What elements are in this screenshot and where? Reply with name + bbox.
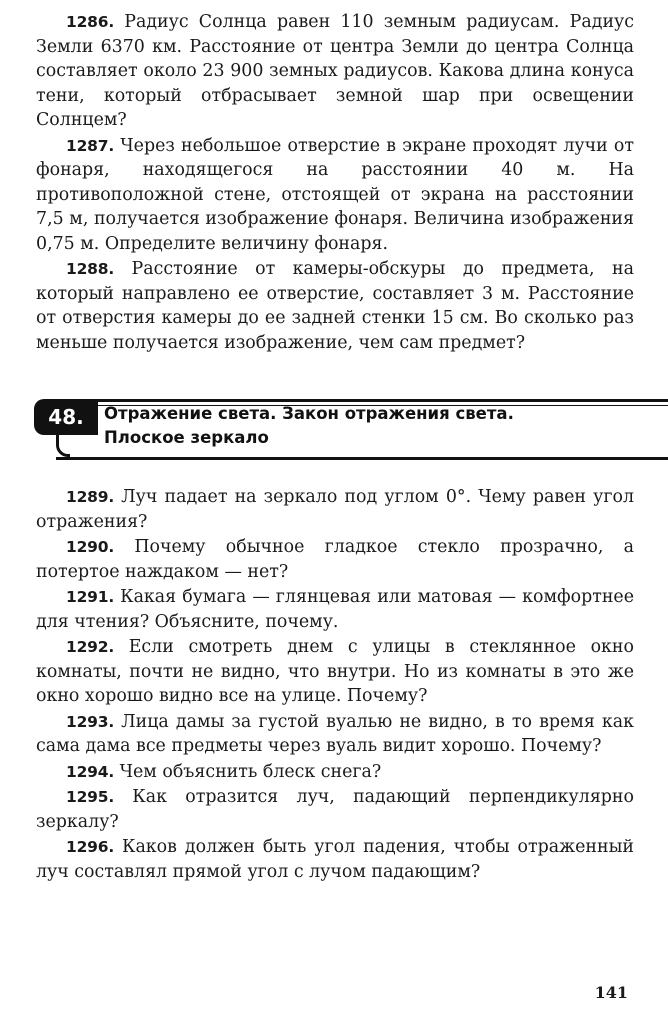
problem-text: Почему обычное гладкое стекло прозрачно, а потертое наждаком — нет? <box>36 537 635 582</box>
problem-number: 1286. <box>66 13 115 31</box>
problem-1295 <box>36 785 634 834</box>
problem-1288 <box>36 257 634 355</box>
problem-text: Радиус Солнца равен 110 земным радиусам. Радиус Земли 6370 км. Расстояние от центра Земли до центра Солнца составляет около 23 900 земных радиусов. Какова длина конуса тени, который отбрасывает земной шар при освещении Солнцем? <box>36 12 635 130</box>
textbook-page <box>36 10 634 884</box>
problem-1290 <box>36 535 634 584</box>
problem-number: 1289. <box>66 488 115 506</box>
problem-text: Как отразится луч, падающий перпендикулярно зеркалу? <box>36 787 634 832</box>
section-title <box>104 402 514 450</box>
header-rule-corner <box>56 433 70 457</box>
problem-1289 <box>36 485 634 534</box>
problem-1286 <box>36 10 634 133</box>
section-number: 48. <box>48 405 84 429</box>
problem-text: Каков должен быть угол падения, чтобы отраженный луч составлял прямой угол с лучом падающим? <box>36 837 635 882</box>
section-title-line-2: Плоское зеркало <box>104 428 269 447</box>
problem-text: Расстояние от камеры-обскуры до предмета, на который направлено ее отверстие, составляет 3 м. Расстояние от отверстия камеры до ее задней стенки 15 см. Во сколько раз меньше получается изображение, чем сам предмет? <box>36 259 635 353</box>
problem-number: 1292. <box>66 638 115 656</box>
page-number: 141 <box>594 983 628 1002</box>
problem-number: 1291. <box>66 588 115 606</box>
problem-text: Луч падает на зеркало под углом 0°. Чему равен угол отражения? <box>36 487 634 532</box>
problem-1287 <box>36 134 634 257</box>
problem-1291 <box>36 585 634 634</box>
header-rule-bottom <box>56 457 668 460</box>
section-header <box>34 393 668 461</box>
problem-text: Через небольшое отверстие в экране проходят лучи от фонаря, находящегося на расстоянии 40 м. На противоположной стене, отстоящей от экрана на расстоянии 7,5 м, получается изображение фонаря. Величина изображения 0,75 м. Определите величину фонаря. <box>36 135 634 254</box>
problem-number: 1293. <box>66 712 115 731</box>
problem-number: 1296. <box>66 838 115 856</box>
problem-number: 1295. <box>66 788 115 806</box>
problem-number: 1288. <box>66 260 115 278</box>
problem-number: 1287. <box>66 136 115 155</box>
problem-number: 1294. <box>66 762 115 781</box>
problem-1294 <box>36 760 634 785</box>
section-problems <box>36 485 634 884</box>
problem-text: Какая бумага — глянцевая или матовая — комфортнее для чтения? Объясните, почему. <box>36 587 635 632</box>
problem-number: 1290. <box>66 538 115 556</box>
problem-text: Если смотреть днем с улицы в стеклянное окно комнаты, почти не видно, что внутри. Но из комнаты в это же окно хорошо видно все на улице. Почему? <box>36 637 634 706</box>
problem-1296 <box>36 835 634 884</box>
section-title-line-1: Отражение света. Закон отражения света. <box>104 404 514 423</box>
problem-text: Лица дамы за густой вуалью не видно, в то время как сама дама все предметы через вуаль видит хорошо. Почему? <box>36 711 634 756</box>
problem-1292 <box>36 635 634 709</box>
problem-text: Чем объяснить блеск снега? <box>119 761 382 782</box>
problem-1293 <box>36 710 634 759</box>
